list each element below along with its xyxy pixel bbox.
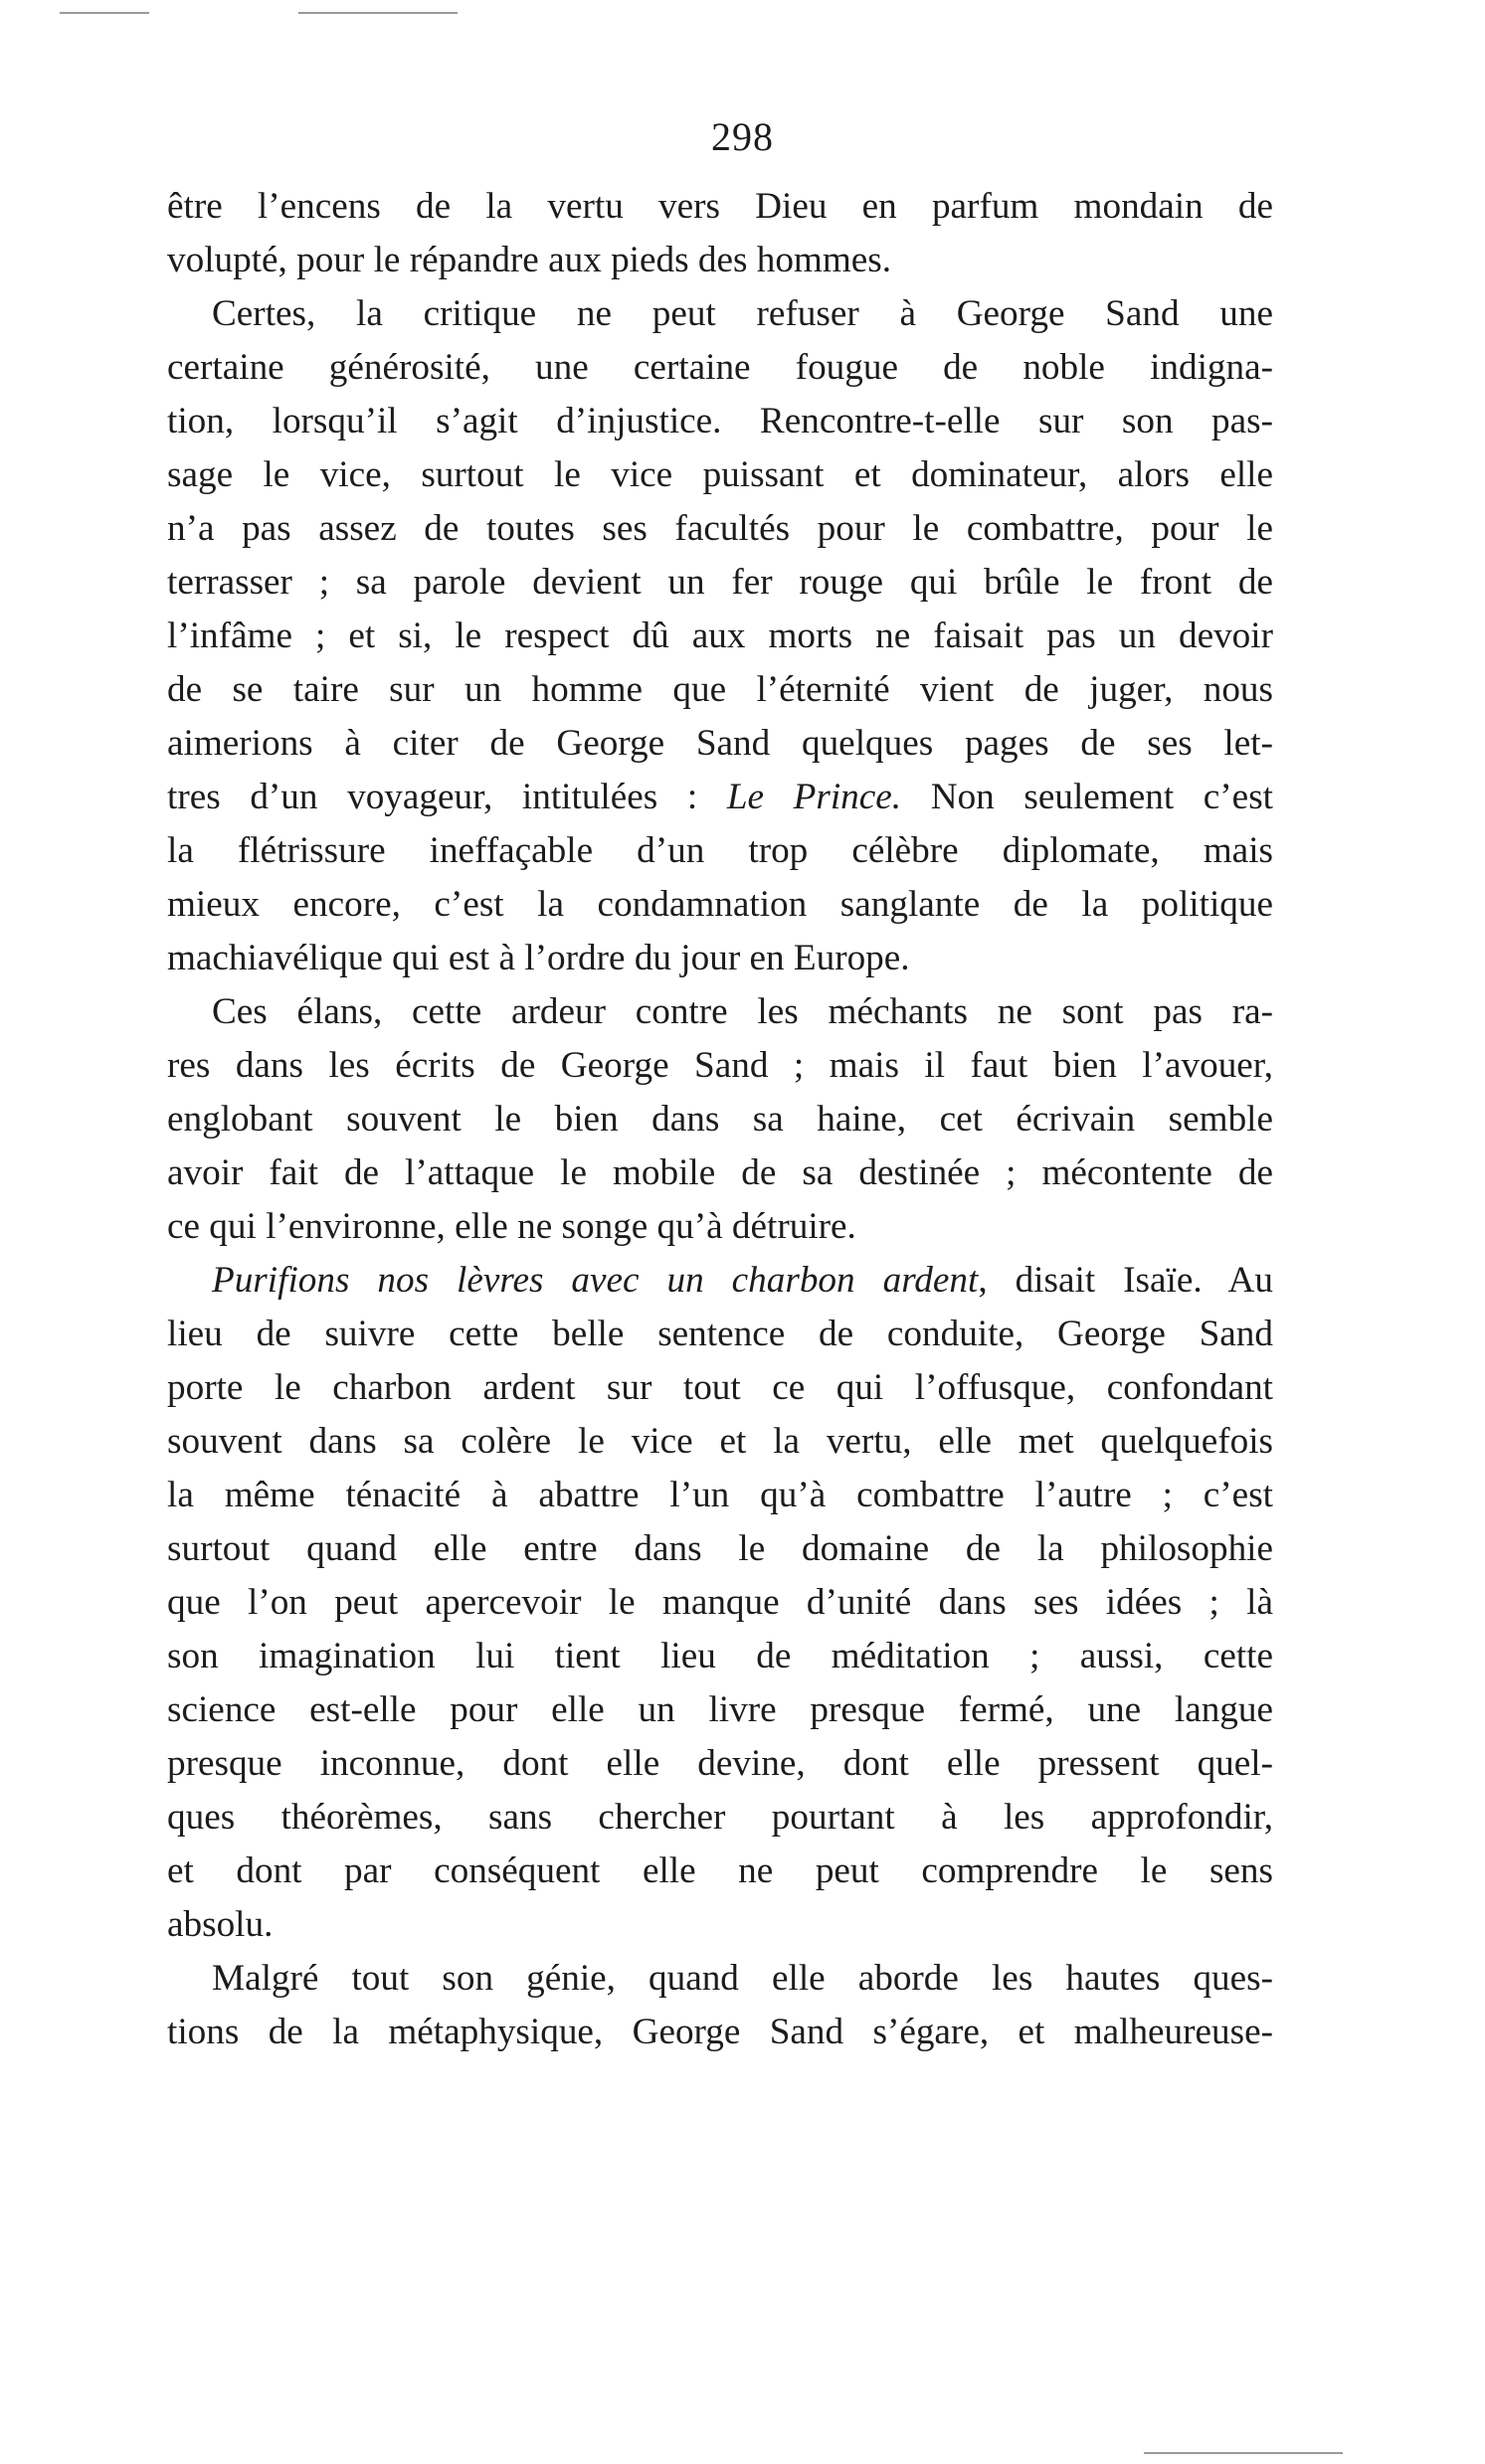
text-segment: englobant souvent le bien dans sa haine, cet écrivain semble: [167, 1099, 1273, 1140]
text-line: [167, 1683, 1273, 1737]
text-line: [167, 556, 1273, 610]
text-segment: volupté, pour le répandre aux pieds des hommes.: [167, 240, 892, 280]
text-segment: tion, lorsqu’il s’agit d’injustice. Rencontre-t-elle sur son pas-: [167, 401, 1273, 441]
text-segment: ce qui l’environne, elle ne songe qu’à détruire.: [167, 1206, 856, 1247]
text-segment: res dans les écrits de George Sand ; mais il faut bien l’avouer,: [167, 1045, 1273, 1086]
text-segment: avoir fait de l’attaque le mobile de sa destinée ; mécontente de: [167, 1152, 1273, 1193]
text-line: [167, 2006, 1273, 2059]
italic-text: Purifions nos lèvres avec un charbon ardent: [212, 1260, 979, 1301]
text-segment: ques théorèmes, sans chercher pourtant à les approfondir,: [167, 1797, 1273, 1838]
text-line: [167, 1845, 1273, 1898]
text-line: [167, 1093, 1273, 1146]
text-line: [167, 1630, 1273, 1683]
text-segment: Ces élans, cette ardeur contre les méchants ne sont pas ra-: [212, 991, 1273, 1032]
text-line: [167, 1522, 1273, 1576]
text-line: [167, 878, 1273, 932]
text-segment: tres d’un voyageur, intitulées :: [167, 777, 727, 817]
text-line: [167, 1200, 1273, 1254]
text-segment: presque inconnue, dont elle devine, dont elle pressent quel-: [167, 1743, 1273, 1784]
text-segment: lieu de suivre cette belle sentence de conduite, George Sand: [167, 1314, 1273, 1354]
text-line: [167, 1791, 1273, 1845]
text-segment: certaine générosité, une certaine fougue de noble indigna-: [167, 347, 1273, 388]
text-line: [167, 1415, 1273, 1469]
text-segment: , disait Isaïe. Au: [978, 1260, 1273, 1301]
text-line: [167, 1576, 1273, 1630]
text-segment: sage le vice, surtout le vice puissant et dominateur, alors elle: [167, 454, 1273, 495]
text-line: [167, 1737, 1273, 1791]
text-segment: terrasser ; sa parole devient un fer rouge qui brûle le front de: [167, 562, 1273, 603]
text-line: [167, 985, 1273, 1039]
text-segment: l’infâme ; et si, le respect dû aux morts ne faisait pas un devoir: [167, 616, 1273, 656]
text-segment: de se taire sur un homme que l’éternité vient de juger, nous: [167, 669, 1273, 710]
text-line: [167, 663, 1273, 717]
text-line: [167, 1898, 1273, 1952]
text-line: [167, 1308, 1273, 1361]
text-segment: tions de la métaphysique, George Sand s’égare, et malheureuse-: [167, 2012, 1273, 2052]
text-segment: que l’on peut apercevoir le manque d’unité dans ses idées ; là: [167, 1582, 1273, 1623]
text-line: [167, 1952, 1273, 2006]
text-segment: être l’encens de la vertu vers Dieu en parfum mondain de: [167, 186, 1273, 227]
text-line: [167, 502, 1273, 556]
text-segment: machiavélique qui est à l’ordre du jour en Europe.: [167, 938, 910, 978]
text-line: [167, 1146, 1273, 1200]
text-segment: Certes, la critique ne peut refuser à George Sand une: [212, 293, 1273, 334]
text-line: [167, 448, 1273, 502]
text-line: [167, 234, 1273, 287]
text-line: [167, 1254, 1273, 1308]
text-line: [167, 610, 1273, 663]
text-line: [167, 180, 1273, 234]
text-segment: n’a pas assez de toutes ses facultés pour le combattre, pour le: [167, 508, 1273, 549]
page-number: 298: [711, 114, 774, 159]
text-line: [167, 1039, 1273, 1093]
scan-edge-mark: [1144, 2452, 1343, 2454]
text-segment: aimerions à citer de George Sand quelques pages de ses let-: [167, 723, 1273, 764]
text-segment: la même ténacité à abattre l’un qu’à combattre l’autre ; c’est: [167, 1475, 1273, 1515]
text-line: [167, 341, 1273, 395]
text-segment: absolu.: [167, 1904, 274, 1945]
text-segment: et dont par conséquent elle ne peut comprendre le sens: [167, 1850, 1273, 1891]
body-text: [167, 180, 1273, 2059]
text-line: [167, 287, 1273, 341]
text-segment: mieux encore, c’est la condamnation sanglante de la politique: [167, 884, 1273, 925]
scan-edge-mark: [60, 12, 149, 14]
text-segment: porte le charbon ardent sur tout ce qui l’offusque, confondant: [167, 1367, 1273, 1408]
text-segment: surtout quand elle entre dans le domaine de la philosophie: [167, 1528, 1273, 1569]
text-segment: science est-elle pour elle un livre presque fermé, une langue: [167, 1689, 1273, 1730]
text-segment: souvent dans sa colère le vice et la vertu, elle met quelquefois: [167, 1421, 1273, 1462]
text-segment: son imagination lui tient lieu de méditation ; aussi, cette: [167, 1636, 1273, 1676]
text-segment: la flétrissure ineffaçable d’un trop célèbre diplomate, mais: [167, 830, 1273, 871]
text-line: [167, 1469, 1273, 1522]
text-line: [167, 1361, 1273, 1415]
text-segment: Non seulement c’est: [901, 777, 1273, 817]
text-line: [167, 771, 1273, 824]
text-line: [167, 824, 1273, 878]
text-segment: Malgré tout son génie, quand elle aborde les hautes ques-: [212, 1958, 1273, 1999]
italic-text: Le Prince.: [726, 777, 902, 817]
text-line: [167, 717, 1273, 771]
scan-edge-mark: [298, 12, 458, 14]
text-line: [167, 395, 1273, 448]
text-line: [167, 932, 1273, 985]
